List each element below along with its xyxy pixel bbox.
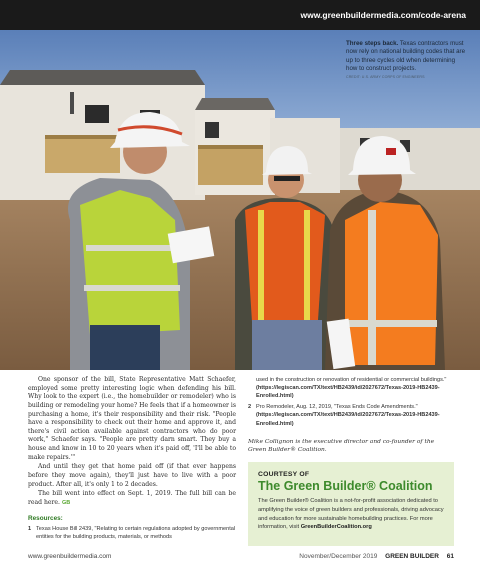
footer-right: [299, 553, 454, 560]
hero-photo: [0, 30, 480, 370]
coalition-site-link[interactable]: GreenBuilderCoalition.org: [300, 524, 372, 531]
coalition-description: [258, 497, 444, 532]
photo-caption: [346, 40, 468, 79]
author-bio: Mike Collignon is the executive director and co-founder of the Green Builder® Coalition.: [248, 438, 435, 453]
article-paragraph-last: [28, 490, 236, 507]
top-bar: [0, 0, 480, 30]
footer-magazine: GREEN BUILDER: [385, 553, 439, 560]
coalition-name: The Green Builder® Coalition: [258, 479, 433, 493]
reference-item: [248, 403, 454, 427]
article-paragraph-text: The bill went into effect on Sept. 1, 2019. The full bill can be read here.: [28, 490, 236, 506]
footer-site[interactable]: www.greenbuildermedia.com: [28, 553, 112, 560]
reference-continuation: [248, 376, 454, 400]
reference-text: Texas House Bill 2439, "Relating to certain regulations adopted by governmental entities for the building products, materials, or methods: [36, 525, 236, 540]
reference-link[interactable]: (https://legiscan.com/TX/text/HB2439/id/2027672/Texas-2019-HB2439-Enrolled.html): [256, 412, 440, 427]
courtesy-label: COURTESY OF: [258, 471, 310, 478]
page-footer: [0, 553, 480, 567]
reference-number: 2: [248, 404, 252, 411]
reference-item: [28, 525, 236, 541]
article-paragraph: One sponsor of the bill, State Representative Matt Schaefer, employed some pretty interesting logic when defending his bill. Why look to the expert (i.e., the homebuilder or remodeler) who is building or remodeling your home? He feels that if a homeowner is purchasing a home, it's their responsibility and their risk. "People have a responsibility to check out their home and approve it, and there's civil action available against contractors who do poor work," Schaefer says. "People are pretty darn smart. They buy a house and know in 10 to 20 years when it's paid off, 'I'll be able to make repairs.'": [28, 376, 236, 461]
caption-body: Texas contractors must now rely on national building codes that are up to three cycles old when determining how to construct projects.: [346, 40, 466, 73]
reference-number: 1: [28, 525, 32, 532]
article-column-left: [28, 376, 236, 541]
site-url[interactable]: www.greenbuildermedia.com/code-arena: [300, 10, 466, 20]
footer-issue: November/December 2019: [299, 553, 378, 560]
coalition-desc-text: The Green Builder® Coalition is a not-for-profit association dedicated to amplifying the voice of green builders and professionals, driving advocacy and education for more sustainable homebuilding practices. For more information, visit: [258, 498, 444, 531]
page-number: 61: [446, 553, 454, 560]
courtesy-box: [248, 462, 454, 546]
reference-text: Pro Remodeler, Aug. 12, 2019, "Texas Ends Code Amendments.": [256, 404, 418, 411]
photo-credit: CREDIT: U.S. ARMY CORPS OF ENGINEERS: [346, 75, 425, 80]
caption-text: [346, 40, 468, 73]
caption-title: Three steps back.: [346, 40, 399, 47]
reference-text: used in the construction or renovation of residential or commercial buildings.": [256, 377, 447, 383]
resources-heading: Resources:: [28, 514, 63, 522]
article-column-right: [248, 376, 454, 454]
end-mark: GB: [61, 499, 71, 506]
reference-link[interactable]: (https://legiscan.com/TX/text/HB2439/id/2027672/Texas-2019-HB2439-Enrolled.html): [256, 385, 440, 400]
article-paragraph: And until they get that home paid off (if that ever happens before they move again), they'll just have to live with a poor product. After all, it's only 1 to 2 decades.: [28, 463, 236, 488]
photo-illustration: [0, 30, 480, 370]
